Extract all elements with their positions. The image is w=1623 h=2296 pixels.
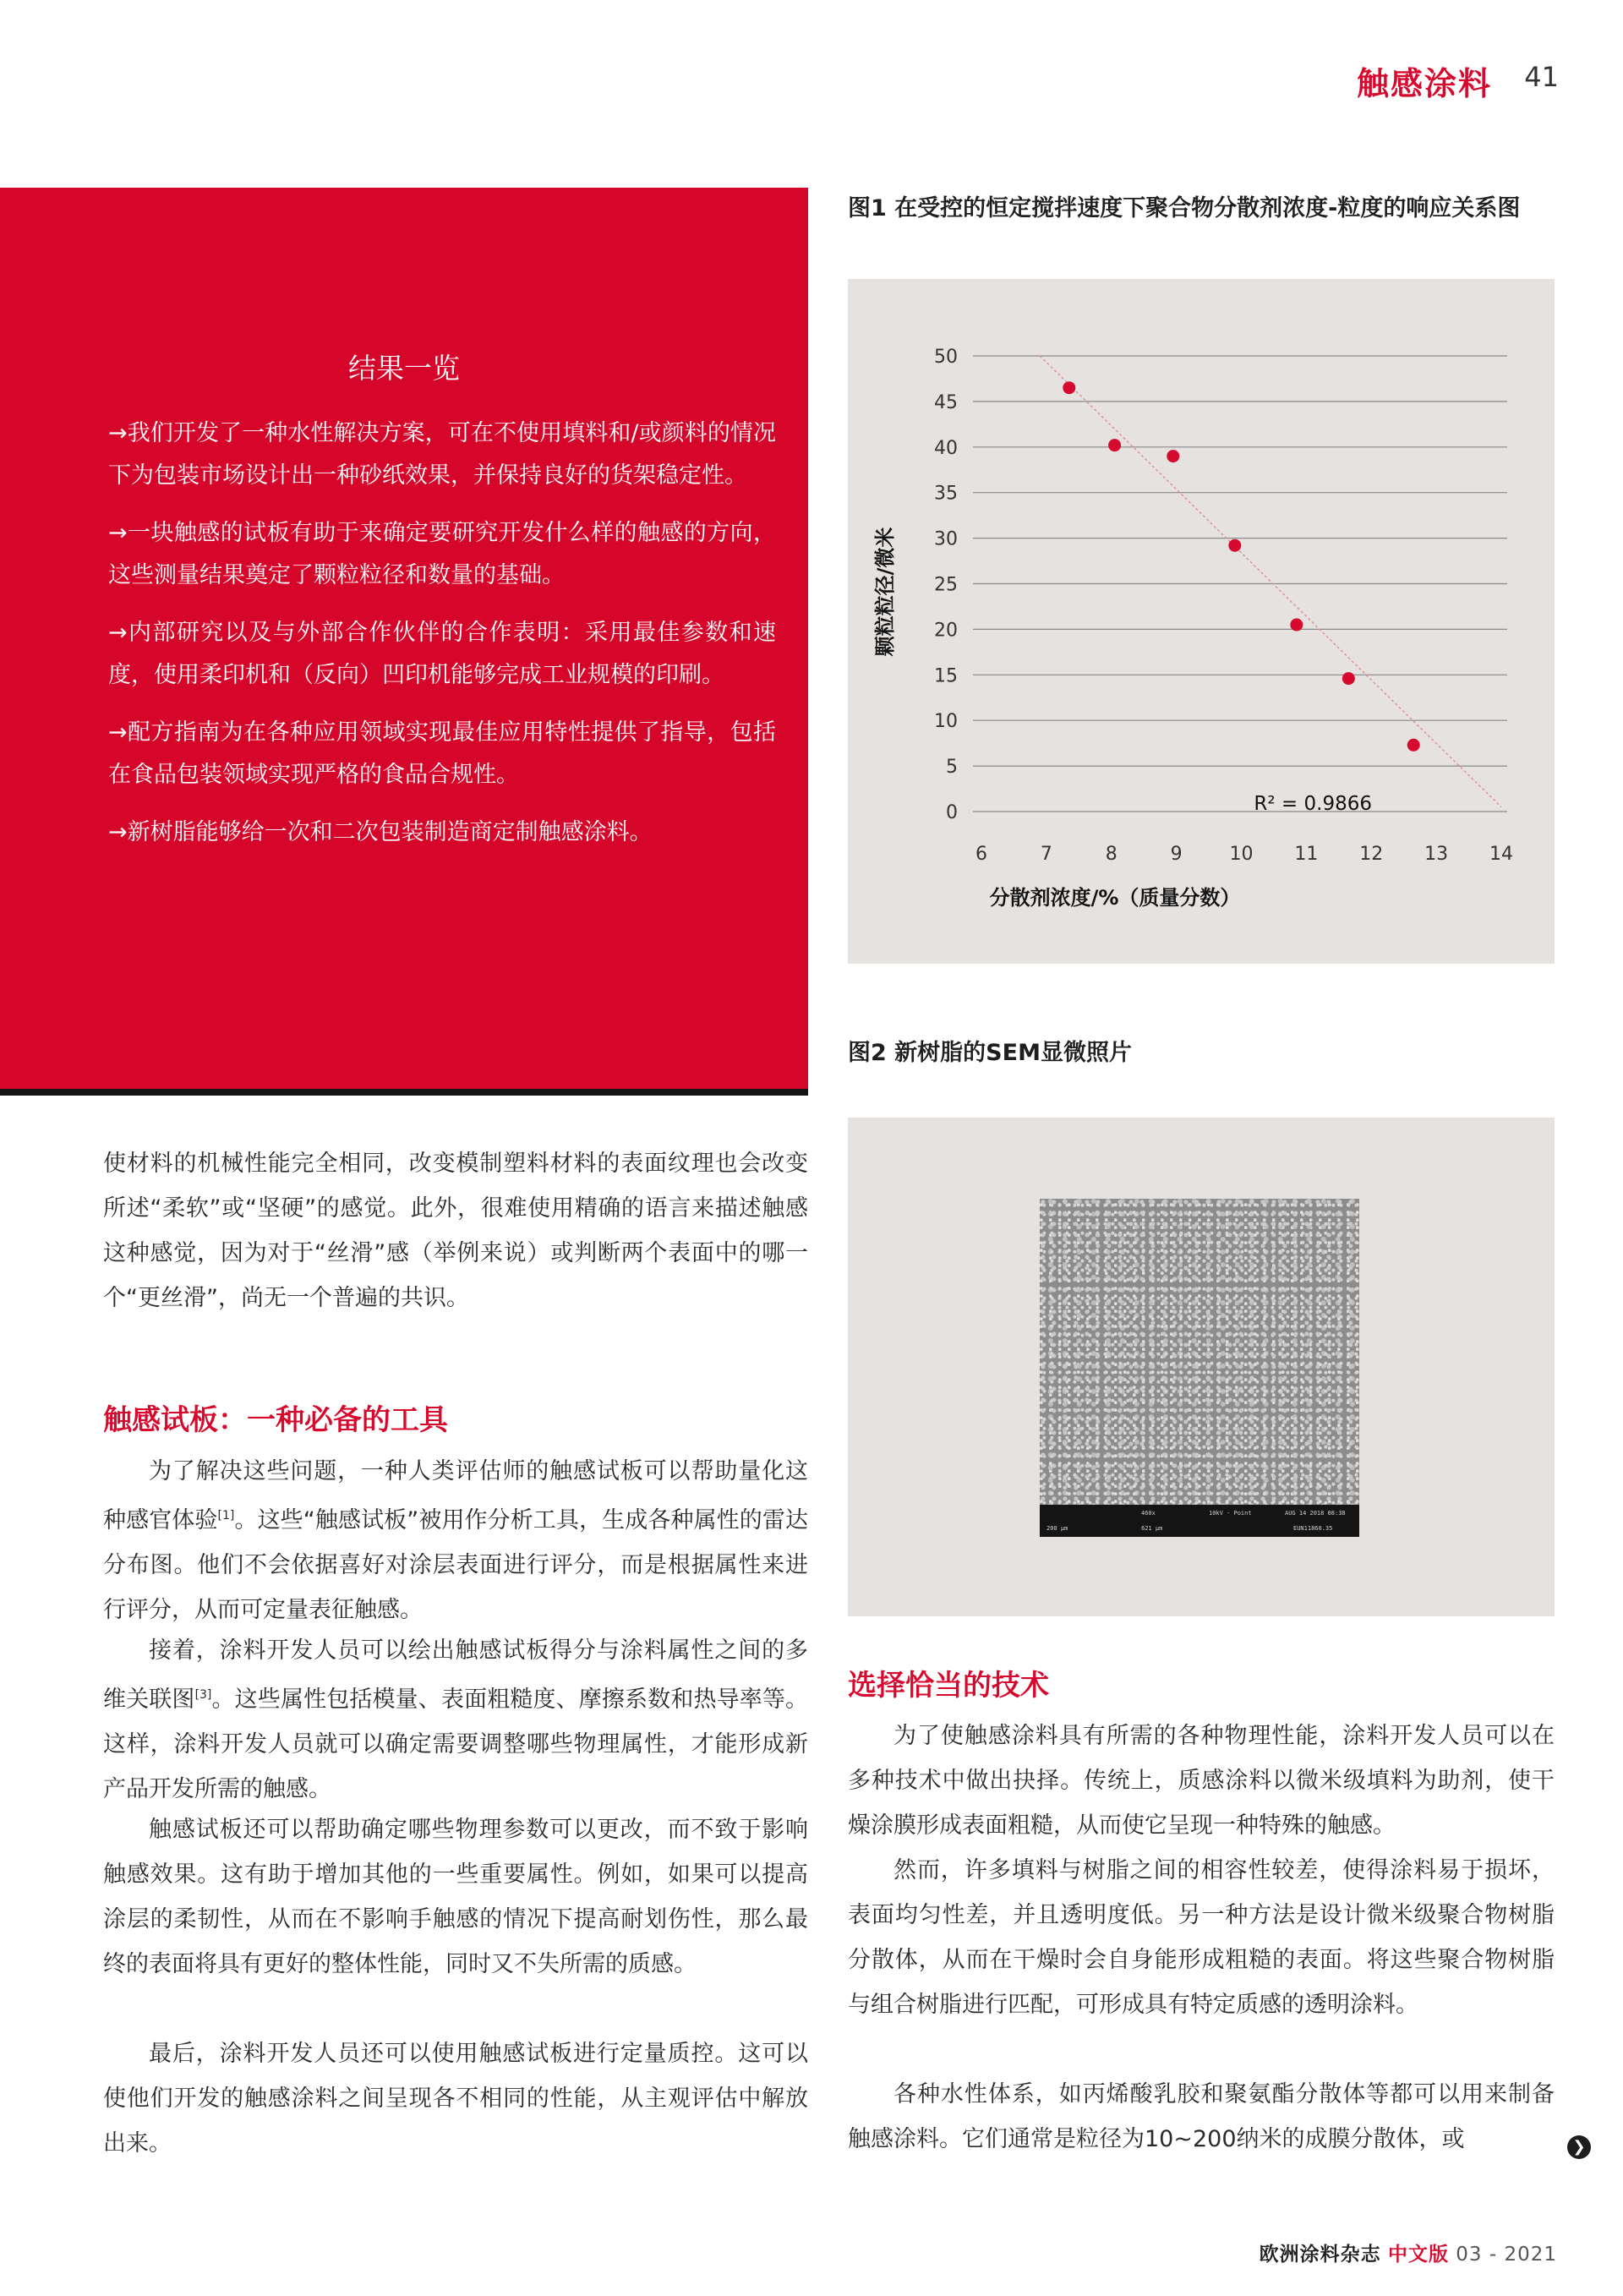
figure1-caption: 图1 在受控的恒定搅拌速度下聚合物分散剂浓度-粒度的响应关系图	[848, 195, 1521, 221]
section-title: 触感涂料	[1356, 65, 1492, 102]
paragraph-3: 触感试板还可以帮助确定哪些物理参数可以更改，而不致于影响触感效果。这有助于增加其他的一些重要属性。例如，如果可以提高涂层的柔韧性，从而在不影响手触感的情况下提高耐划伤性，那么最终的表面将具有更好的整体性能，同时又不失所需的质感。	[103, 1817, 808, 1977]
y-tick-label: 5	[946, 757, 958, 779]
data-point	[1342, 672, 1355, 685]
y-tick-label: 10	[934, 711, 958, 733]
section-heading-tactile-panel: 触感试板：一种必备的工具	[103, 1403, 448, 1437]
section-heading-technology: 选择恰当的技术	[848, 1669, 1049, 1703]
x-tick-label: 8	[1105, 844, 1118, 865]
x-tick-label: 10	[1229, 844, 1254, 865]
x-tick-label: 6	[975, 844, 987, 865]
r2-annotation: R² = 0.9866	[1254, 793, 1372, 815]
sem-mag: 460x	[1141, 1510, 1156, 1517]
footer-edition: 中文版	[1387, 2244, 1449, 2266]
paragraph-1: 为了解决这些问题，一种人类评估师的触感试板可以帮助量化这种感官体验[1]。这些“触感试板”被用作分析工具，生成各种属性的雷达分布图。他们不会依据喜好对涂层表面进行评分，而是根据属性来进行评分，从而可定量表征触感。	[103, 1458, 808, 1623]
citation-1: [1]	[217, 1509, 235, 1522]
citation-3: [3]	[194, 1688, 212, 1702]
y-axis-label: 颗粒粒径/微米	[873, 527, 897, 657]
summary-title: 结果一览	[348, 352, 460, 385]
footer-issue: 03 - 2021	[1456, 2244, 1557, 2266]
summary-item: →我们开发了一种水性解决方案，可在不使用填料和/或颜料的情况下为包装市场设计出一种砂纸效果，并保持良好的货架稳定性。	[108, 420, 776, 489]
intro-paragraph: 使材料的机械性能完全相同，改变模制塑料材料的表面纹理也会改变所述“柔软”或“坚硬”的感觉。此外，很难使用精确的语言来描述触感这种感觉，因为对于“丝滑”感（举例来说）或判断两个表面中的哪一个“更丝滑”，尚无一个普遍的共识。	[103, 1151, 808, 1311]
paragraph-4: 最后，涂料开发人员还可以使用触感试板进行定量质控。这可以使他们开发的触感涂料之间呈现各不相同的性能，从主观评估中解放出来。	[103, 2041, 808, 2157]
summary-item: →新树脂能够给一次和二次包装制造商定制触感涂料。	[108, 819, 653, 845]
summary-item: →配方指南为在各种应用领域实现最佳应用特性提供了指导，包括在食品包装领域实现严格的食品合规性。	[108, 719, 776, 788]
right-paragraph-3: 各种水性体系，如丙烯酸乳胶和聚氨酯分散体等都可以用来制备触感涂料。它们通常是粒径为10~200纳米的成膜分散体，或	[848, 2081, 1555, 2152]
sem-dim: 621 μm	[1141, 1525, 1163, 1532]
y-tick-label: 15	[934, 665, 958, 687]
data-point	[1063, 381, 1075, 394]
data-point	[1407, 739, 1420, 752]
data-point	[1167, 450, 1179, 462]
scatter-chart	[848, 279, 1555, 964]
sem-date: AUG 14 2018 08:38	[1285, 1510, 1346, 1517]
data-point	[1228, 539, 1241, 552]
sem-id: EUN11860.35	[1293, 1525, 1333, 1532]
x-tick-label: 14	[1489, 844, 1513, 865]
y-tick-label: 40	[934, 437, 958, 459]
y-tick-label: 30	[934, 528, 958, 550]
summary-item: →一块触感的试板有助于来确定要研究开发什么样的触感的方向，这些测量结果奠定了颗粒粒径和数量的基础。	[108, 520, 776, 588]
chevron-right-icon[interactable]: ❯	[1567, 2135, 1591, 2159]
x-tick-label: 13	[1424, 844, 1449, 865]
y-tick-label: 0	[946, 802, 958, 823]
summary-item: →内部研究以及与外部合作伙伴的合作表明：采用最佳参数和速度，使用柔印机和（反向）凹印机能够完成工业规模的印刷。	[108, 620, 776, 688]
data-point	[1290, 619, 1303, 631]
paragraph-2: 接着，涂料开发人员可以绘出触感试板得分与涂料属性之间的多维关联图[3]。这些属性包括模量、表面粗糙度、摩擦系数和热导率等。这样，涂料开发人员就可以确定需要调整哪些物理属性，才能形成新产品开发所需的触感。	[103, 1637, 809, 1802]
page-number: 41	[1524, 61, 1559, 93]
x-tick-label: 12	[1359, 844, 1384, 865]
sem-hv: 10kV - Point	[1209, 1510, 1252, 1517]
right-paragraph-2: 然而，许多填料与树脂之间的相容性较差，使得涂料易于损坏，表面均匀性差，并且透明度低。另一种方法是设计微米级聚合物树脂分散体，从而在干燥时会自身能形成粗糙的表面。将这些聚合物树脂与组合树脂进行匹配，可形成具有特定质感的透明涂料。	[848, 1857, 1555, 2018]
footer-magazine: 欧洲涂料杂志	[1259, 2244, 1381, 2266]
sem-image	[1040, 1199, 1359, 1505]
y-tick-label: 50	[934, 347, 958, 368]
trend-line	[1040, 356, 1501, 807]
y-tick-label: 35	[934, 483, 958, 505]
sem-scale: 200 μm	[1046, 1525, 1068, 1532]
y-tick-label: 45	[934, 391, 958, 413]
footer	[1260, 2239, 1557, 2266]
figure2-caption: 图2 新树脂的SEM显微照片	[848, 1040, 1132, 1066]
data-point	[1108, 439, 1121, 451]
x-tick-label: 11	[1294, 844, 1319, 865]
y-tick-label: 25	[934, 574, 958, 596]
x-tick-label: 9	[1170, 844, 1183, 865]
right-paragraph-1: 为了使触感涂料具有所需的各种物理性能，涂料开发人员可以在多种技术中做出抉择。传统上，质感涂料以微米级填料为助剂，使干燥涂膜形成表面粗糙，从而使它呈现一种特殊的触感。	[848, 1723, 1555, 1839]
sem-info-bar	[1040, 1505, 1359, 1537]
y-tick-label: 20	[934, 620, 958, 642]
x-axis-label: 分散剂浓度/%（质量分数）	[989, 886, 1241, 910]
summary-box-rule	[0, 1089, 808, 1096]
sem-micrograph	[1040, 1199, 1359, 1537]
summary-list	[108, 413, 776, 869]
x-tick-label: 7	[1040, 844, 1052, 865]
